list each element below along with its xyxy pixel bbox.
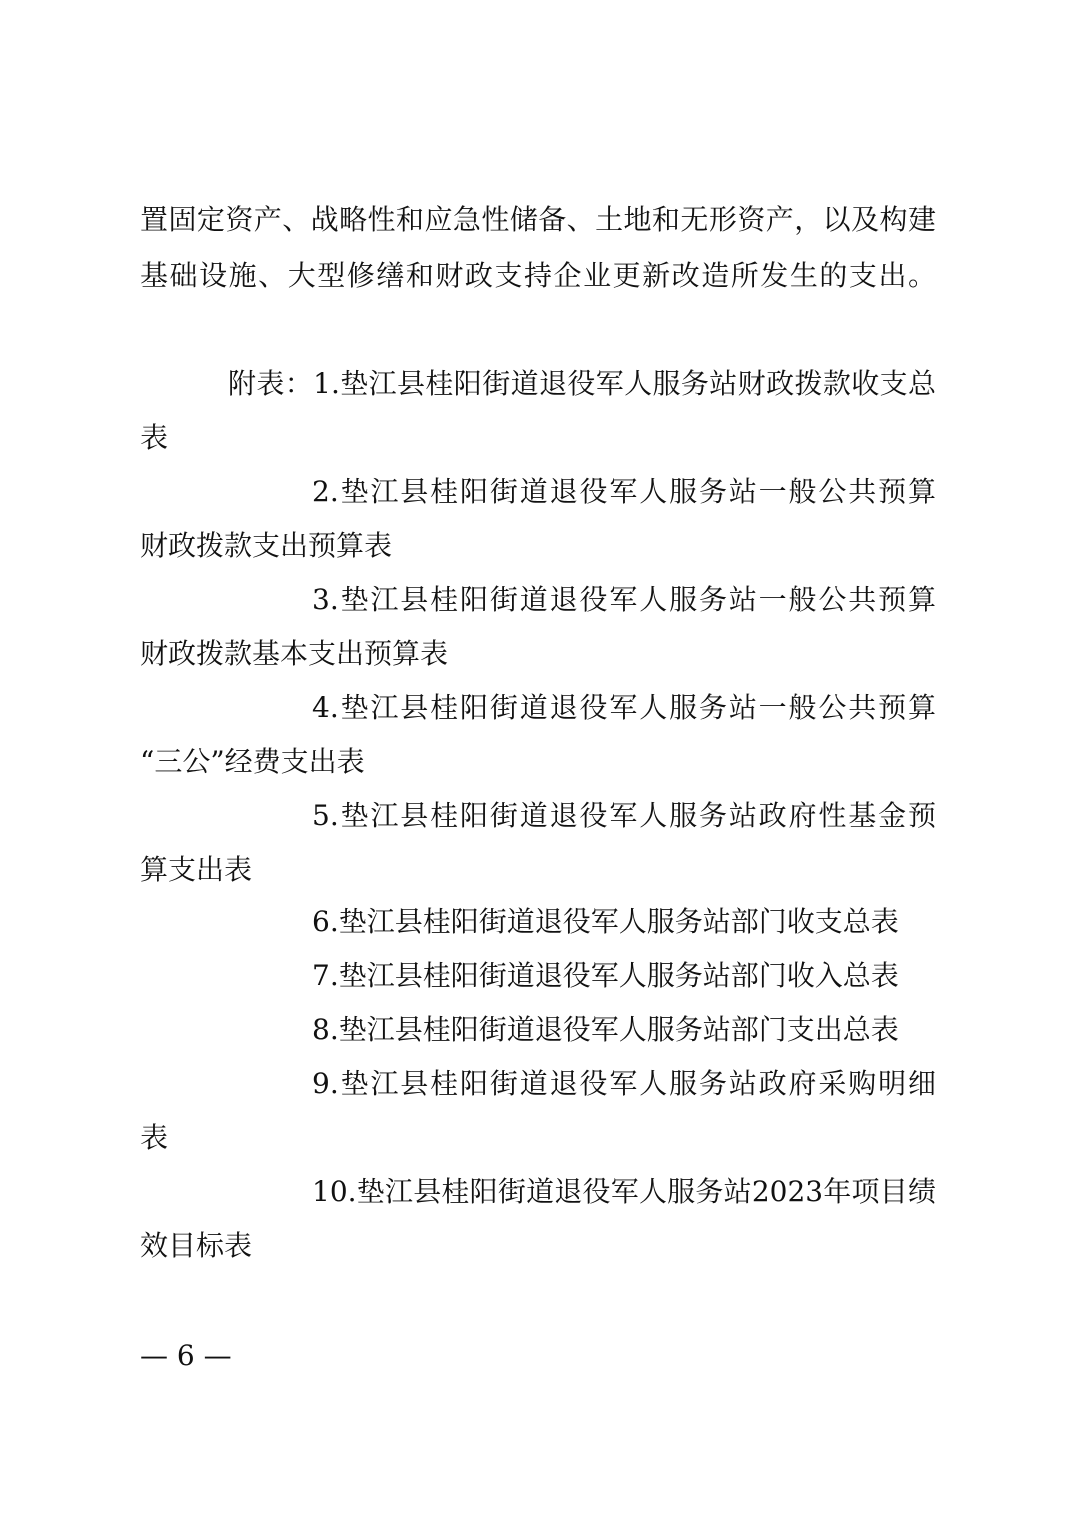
body-paragraph-line-2: 基础设施、大型修缮和财政支持企业更新改造所发生的支出。 — [140, 259, 936, 292]
attachment-3-line-2: 财政拨款基本支出预算表 — [140, 637, 449, 670]
attachment-1-line-1: 附表：1.垫江县桂阳街道退役军人服务站财政拨款收支总 — [228, 367, 936, 400]
attachment-2-line-2: 财政拨款支出预算表 — [140, 529, 393, 562]
attachment-4-line-1: 4.垫江县桂阳街道退役军人服务站一般公共预算 — [312, 691, 936, 724]
body-paragraph-line-1: 置固定资产、战略性和应急性储备、土地和无形资产，以及构建 — [140, 203, 936, 236]
attachment-9-line-2: 表 — [140, 1121, 169, 1154]
attachment-9-line-1: 9.垫江县桂阳街道退役军人服务站政府采购明细 — [312, 1067, 936, 1100]
attachment-3-line-1: 3.垫江县桂阳街道退役军人服务站一般公共预算 — [312, 583, 936, 616]
attachment-4-line-2: “三公”经费支出表 — [140, 745, 365, 778]
attachment-10-line-1: 10.垫江县桂阳街道退役军人服务站2023年项目绩 — [312, 1175, 936, 1208]
attachment-1-line-2: 表 — [140, 421, 169, 454]
page-number: — 6 — — [140, 1339, 232, 1372]
attachment-10-line-2: 效目标表 — [140, 1229, 253, 1262]
attachment-2-line-1: 2.垫江县桂阳街道退役军人服务站一般公共预算 — [312, 475, 936, 508]
attachment-5-line-1: 5.垫江县桂阳街道退役军人服务站政府性基金预 — [312, 799, 936, 832]
attachment-6: 6.垫江县桂阳街道退役军人服务站部门收支总表 — [312, 905, 899, 938]
attachment-8: 8.垫江县桂阳街道退役军人服务站部门支出总表 — [312, 1013, 899, 1046]
attachment-7: 7.垫江县桂阳街道退役军人服务站部门收入总表 — [312, 959, 899, 992]
attachment-5-line-2: 算支出表 — [140, 853, 253, 886]
